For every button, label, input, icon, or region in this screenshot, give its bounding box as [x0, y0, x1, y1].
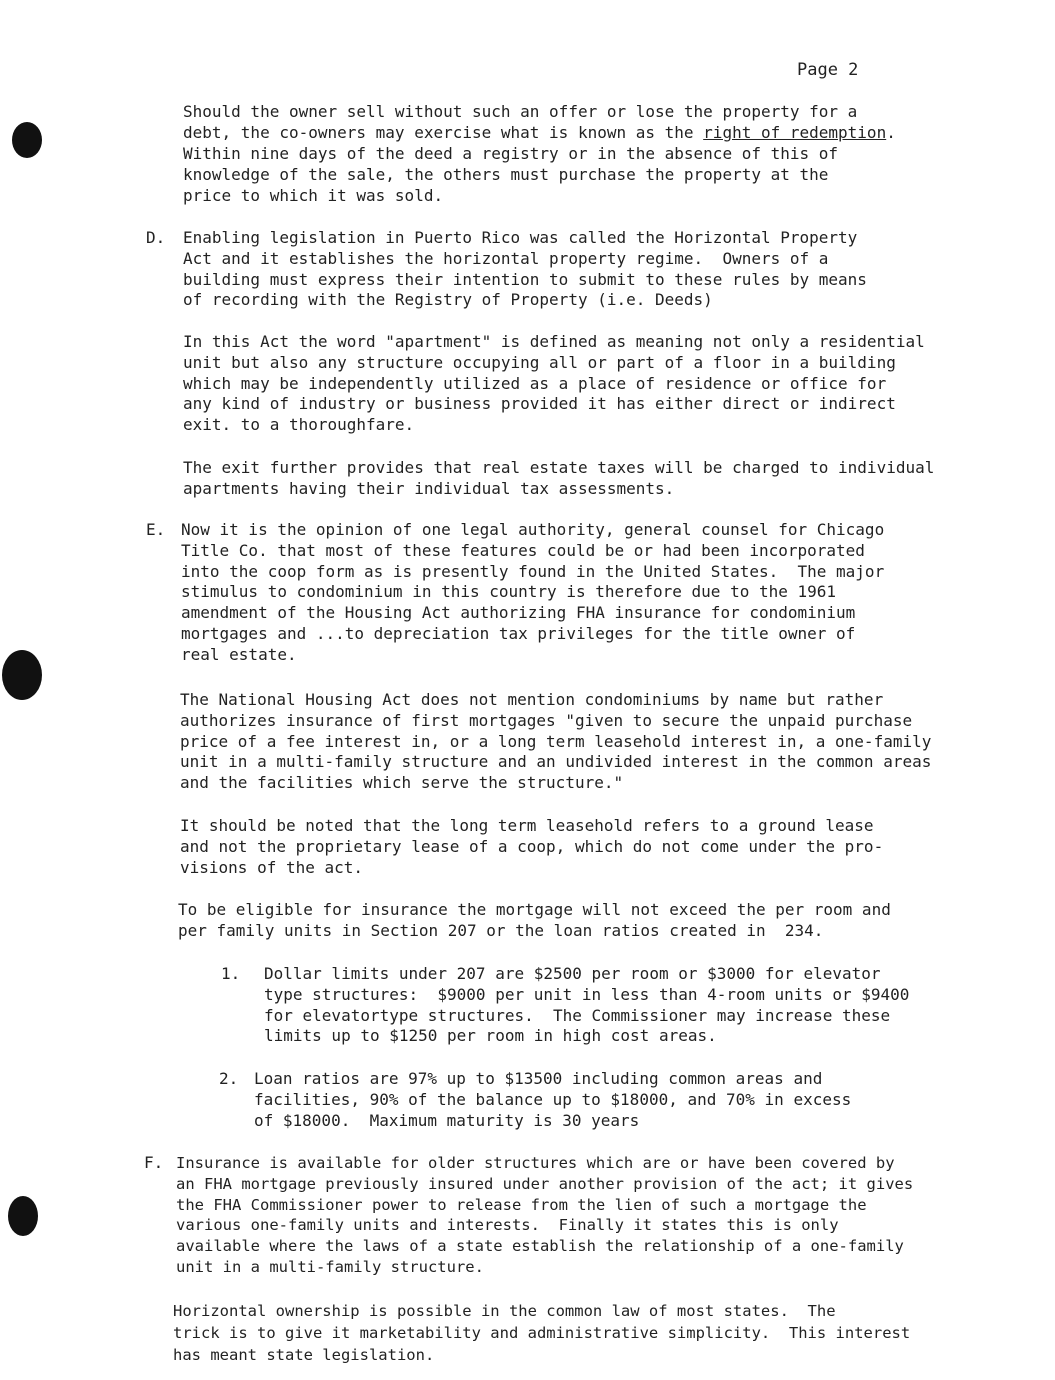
- national-housing-act-paragraph: The National Housing Act does not mention condominiums by name but rather authorizes insurance of first mortgages "given to secure the unpaid purchase price of a fee interest in, or a long term leasehold interest in, a one-family unit in a multi-family structure and an undivided interest in the common areas and the facilities which serve the structure.": [180, 690, 932, 793]
- list-item-1-label: 1.: [221, 964, 241, 983]
- section-f-label: F.: [144, 1153, 164, 1172]
- right-of-redemption-term: right of redemption: [703, 123, 887, 142]
- redemption-line-2-end: .: [886, 123, 896, 142]
- punch-hole-middle: [2, 650, 42, 700]
- list-item-2-label: 2.: [219, 1069, 239, 1088]
- page-number: Page 2: [797, 60, 859, 80]
- leasehold-note-paragraph: It should be noted that the long term leasehold refers to a ground lease and not the proprietary lease of a coop, which do not come under the pro- visions of the act.: [180, 816, 884, 877]
- section-f-paragraph: Insurance is available for older structures which are or have been covered by an FHA mortgage previously insured under another provision of the act; it gives the FHA Commissioner power to release from the lien of such a mortgage the various one-family units and interests. Finally it states this is only available where the laws of a state establish the relationship of a one-family unit in a multi-family structure.: [176, 1154, 914, 1276]
- redemption-paragraph-rest: Within nine days of the deed a registry or in the absence of this of knowledge of the sale, the others must purchase the property at the price to which it was sold.: [183, 144, 839, 205]
- section-d-paragraph: Enabling legislation in Puerto Rico was called the Horizontal Property Act and it establishes the horizontal property regime. Owners of a building must express their intention to submit to these rules by means of recording with the Registry of Property (i.e. Deeds): [183, 228, 867, 310]
- apartment-definition-paragraph: In this Act the word "apartment" is defined as meaning not only a residential unit but also any structure occupying all or part of a floor in a building which may be independently utilized as a place of residence or office for any kind of industry or business provided it has either direct or indirect exit. to a thoroughfare.: [183, 332, 925, 435]
- horizontal-ownership-paragraph: Horizontal ownership is possible in the common law of most states. The trick is to give it marketability and administrative simplicity. This interest has meant state legislation.: [173, 1302, 911, 1364]
- insurance-eligibility-paragraph: To be eligible for insurance the mortgage will not exceed the per room and per family units in Section 207 or the loan ratios created in 234.: [178, 900, 891, 940]
- section-e-paragraph: Now it is the opinion of one legal authority, general counsel for Chicago Title Co. that most of these features could be or had been incorporated into the coop form as is presently found in the United States. The major stimulus to condominium in this country is therefore due to the 1961 amendment of the Housing Act authorizing FHA insurance for condominium mortgages and ...to depreciation tax privileges for the title owner of real estate.: [181, 520, 885, 664]
- punch-hole-top: [12, 122, 42, 158]
- section-e-label: E.: [146, 520, 166, 539]
- list-item-2-text: Loan ratios are 97% up to $13500 including common areas and facilities, 90% of the balance up to $18000, and 70% in excess of $18000. Maximum maturity is 30 years: [254, 1069, 852, 1130]
- list-item-1-text: Dollar limits under 207 are $2500 per room or $3000 for elevator type structures: $9000 per unit in less than 4-room units or $9400 for elevatortype structures. The Commissioner may increase these limits up to $1250 per room in high cost areas.: [264, 964, 910, 1046]
- real-estate-taxes-paragraph: The exit further provides that real estate taxes will be charged to individual apartments having their individual tax assessments.: [183, 458, 935, 498]
- punch-hole-bottom: [8, 1196, 38, 1236]
- redemption-line-1: Should the owner sell without such an offer or lose the property for a: [183, 102, 858, 121]
- redemption-line-2-text: debt, the co-owners may exercise what is known as the: [183, 123, 704, 142]
- redemption-line-2: [183, 123, 896, 144]
- section-d-label: D.: [146, 228, 166, 247]
